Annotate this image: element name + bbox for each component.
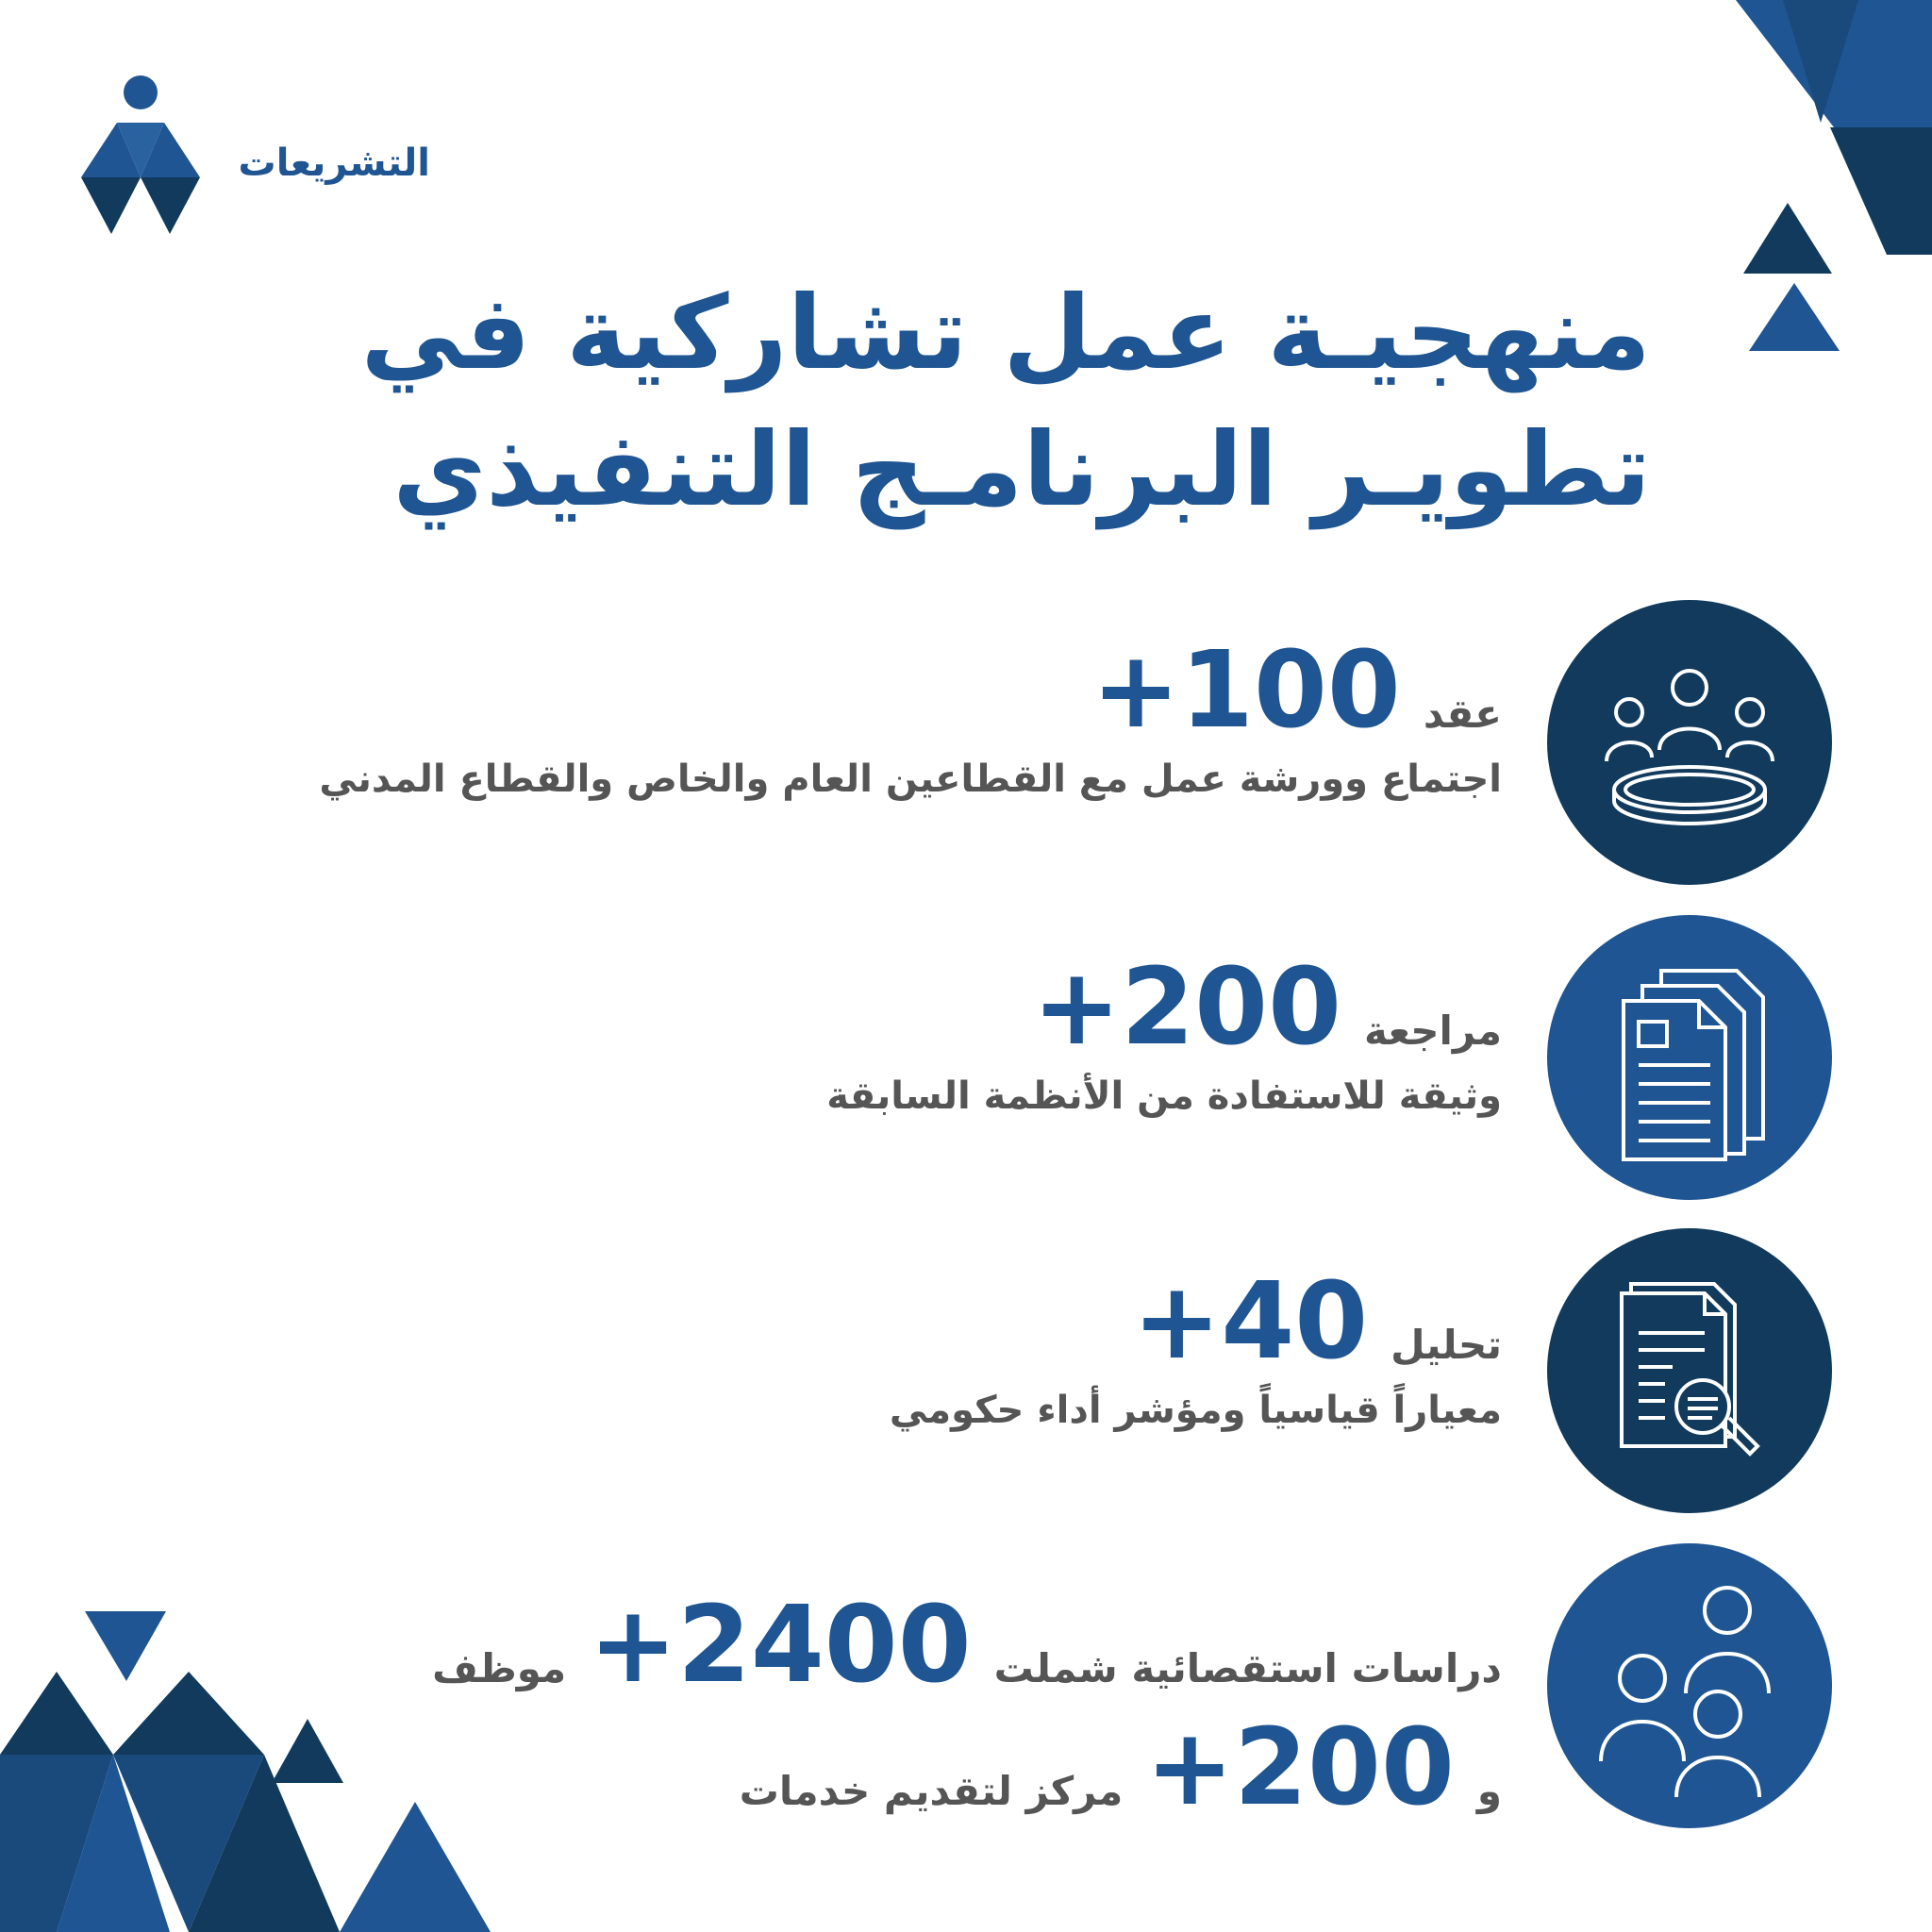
decor-triangles-top — [1736, 0, 1932, 358]
stat-label-3: تحليل — [1391, 1322, 1502, 1368]
stat-row-3 — [275, 1260, 1502, 1433]
stat-description-3: معياراً قياسياً ومؤشر أداء حكومي — [889, 1389, 1502, 1432]
stat-row-2 — [275, 946, 1502, 1119]
stat-connector-4: و — [1476, 1768, 1502, 1814]
stat-number-2: +200 — [1032, 946, 1342, 1069]
page-title-line-1: منهجيـة عمل تشاركية في — [360, 275, 1651, 392]
stat-icon-circle-2 — [1547, 915, 1832, 1200]
stat-description-1: اجتماع وورشة عمل مع القطاعين العام والخاص والقطاع المدني — [319, 758, 1502, 801]
stat-number-4b: +200 — [1145, 1707, 1455, 1829]
stat-label-2: مراجعة — [1364, 1008, 1502, 1054]
page-title-line-2: تطويـر البرنامـج التنفيذي — [392, 411, 1651, 529]
document-search-icon — [1595, 1267, 1784, 1474]
stat-label-1: عقد — [1423, 691, 1502, 737]
people-group-icon — [1586, 1573, 1793, 1799]
stat-number-3: +40 — [1132, 1260, 1369, 1383]
stat-icon-circle-1 — [1547, 600, 1832, 885]
stat-suffix-4: موظف — [432, 1645, 567, 1691]
stat-row-4 — [275, 1584, 1502, 1829]
logo-icon — [74, 74, 208, 236]
meeting-table-icon — [1586, 648, 1793, 837]
brand-name: التشريعات — [238, 142, 430, 185]
stat-icon-circle-3 — [1547, 1228, 1832, 1513]
stat-description-2: وثيقة للاستفادة من الأنظمة السابقة — [826, 1074, 1502, 1118]
documents-icon — [1595, 954, 1784, 1161]
stat-icon-circle-4 — [1547, 1543, 1832, 1828]
stat-row-1 — [275, 629, 1502, 802]
stat-number-4: +2400 — [589, 1584, 972, 1707]
stat-number-1: +100 — [1091, 629, 1401, 752]
stat-prefix-4: دراسات استقصائية شملت — [993, 1645, 1502, 1691]
stat-suffix-4b: مركز لتقديم خدمات — [739, 1768, 1124, 1814]
